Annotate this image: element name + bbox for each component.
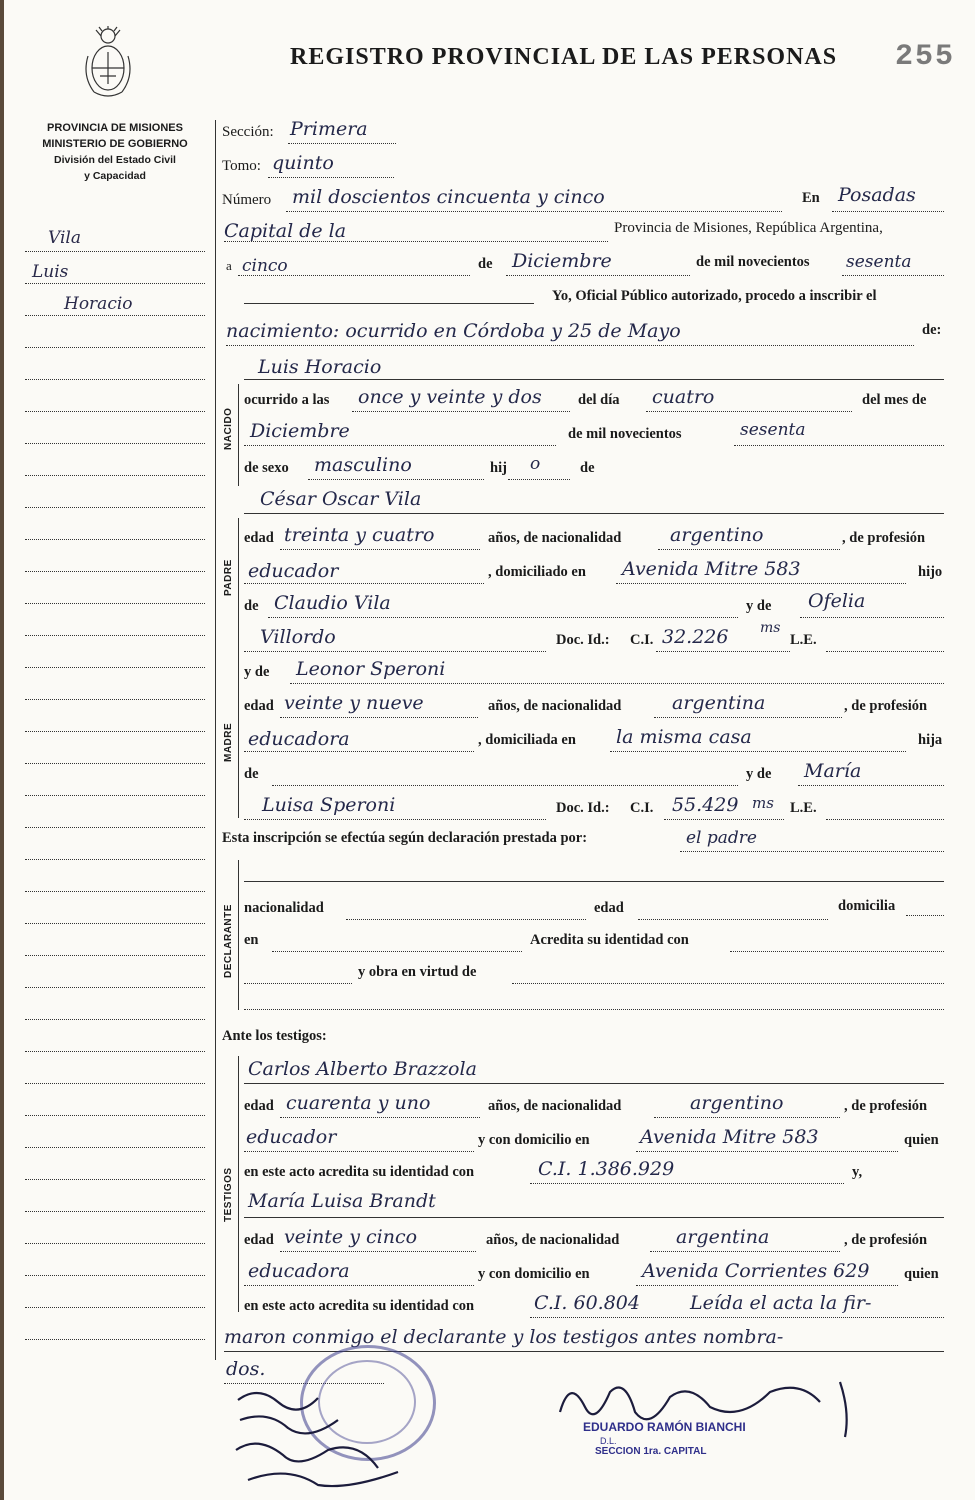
madre-nombre-line [290, 682, 944, 684]
madre-prof-label: , de profesión [844, 698, 928, 714]
del-dia-label: del día [578, 392, 620, 408]
testigo1-dom-line [636, 1150, 898, 1152]
nacido-nombre: Luis Horacio [258, 356, 382, 378]
hij-label: hij [490, 460, 507, 476]
margin-line [25, 410, 205, 412]
de-label-nacido: de [580, 460, 595, 476]
testigo2-dom-label: y con domicilio en [478, 1266, 590, 1282]
madre-dom-line [610, 750, 906, 752]
testigo1-edad-label: edad [244, 1098, 274, 1114]
margin-line [25, 1018, 205, 1020]
margin-line [25, 1242, 205, 1244]
padre-nacionalidad: argentino [670, 524, 764, 546]
padre-bracket [238, 518, 239, 658]
hij-suffix: o [530, 454, 541, 474]
cierre-line-2 [224, 1350, 944, 1352]
testigo2-profesion: educadora [248, 1260, 350, 1282]
tomo-value: quinto [272, 152, 334, 174]
madre-profesion: educadora [248, 728, 350, 750]
declarante-nac-line [346, 918, 586, 920]
declarante-obra-line-2 [244, 1008, 944, 1010]
madre-doc-label: Doc. Id.: [556, 800, 610, 816]
testigo2-doc: C.I. 60.804 [534, 1292, 640, 1314]
numero-label: Número [222, 192, 272, 208]
testigo1-quien: quien [904, 1132, 939, 1148]
mes-line [506, 274, 690, 276]
madre-y-de-label: y de [244, 664, 270, 680]
de-label: de [478, 256, 493, 272]
testigo2-doc-line [530, 1316, 944, 1318]
testigo1-nombre-line [244, 1082, 944, 1084]
declarante-section-label: DECLARANTE [223, 904, 234, 978]
agency-ministry: MINISTERIO DE GOBIERNO [42, 138, 188, 150]
testigo1-dom-label: y con domicilio en [478, 1132, 590, 1148]
madre-bracket [238, 658, 239, 818]
sexo-label: de sexo [244, 460, 289, 476]
testigo2-nacionalidad: argentina [676, 1226, 770, 1248]
declarante-acredita-label: Acredita su identidad con [530, 932, 689, 948]
madre-le-line [826, 818, 944, 820]
margin-line [25, 698, 205, 700]
padre-dom-line [616, 582, 906, 584]
testigo2-nac-label: años, de nacionalidad [486, 1232, 620, 1248]
padre-dom-label: , domiciliado en [488, 564, 586, 580]
numero-line [286, 210, 782, 212]
a-label: a [226, 258, 232, 273]
document-title: REGISTRO PROVINCIAL DE LAS PERSONAS [290, 44, 838, 70]
dia-line [238, 274, 470, 276]
margin-line [25, 1082, 205, 1084]
sexo-line [308, 478, 484, 480]
madre-nacionalidad: argentina [672, 692, 766, 714]
provincia-text: Provincia de Misiones, República Argentina, [614, 220, 883, 236]
testigo2-quien: quien [904, 1266, 939, 1282]
margin-line [25, 986, 205, 988]
agency-capacity: y Capacidad [84, 170, 146, 182]
mes-inscripcion: Diciembre [512, 250, 612, 272]
madre-edad-line [280, 716, 478, 718]
margin-separator [215, 120, 216, 1360]
testigos-bracket [238, 1056, 239, 1312]
declarante-obra-label: y obra en virtud de [358, 964, 477, 980]
madre-doc-extra: ms [752, 794, 774, 812]
cierre-linea-1: Leída el acta la fir- [690, 1292, 872, 1314]
numero-value: mil doscientos cincuenta y cinco [292, 186, 605, 208]
testigo2-edad-line [280, 1250, 476, 1252]
abuela-paterna-2: Villordo [260, 626, 336, 648]
testigo1-nacionalidad: argentino [690, 1092, 784, 1114]
padre-edad: treinta y cuatro [284, 524, 435, 546]
signature-declarante [228, 1380, 428, 1495]
padre-edad-label: edad [244, 530, 274, 546]
hij-line [508, 478, 570, 480]
margin-line [25, 1050, 205, 1052]
madre-nac-label: años, de nacionalidad [488, 698, 622, 714]
mes-nacimiento: Diciembre [250, 420, 350, 442]
margin-line [25, 634, 205, 636]
declarante-nombre-line [244, 880, 944, 882]
testigo1-nombre: Carlos Alberto Brazzola [248, 1058, 477, 1080]
abuela-paterna-2-line [244, 650, 546, 652]
declarante-dom-line [906, 914, 944, 916]
margin-line [25, 346, 205, 348]
margin-line [25, 378, 205, 380]
page-edge [0, 0, 4, 1500]
margin-line [25, 1338, 205, 1340]
lugar-value: Posadas [838, 184, 916, 206]
testigo1-profesion: educador [246, 1126, 337, 1148]
margin-line [25, 826, 205, 828]
declarante-dom-label: domicilia [838, 898, 896, 914]
margin-line [25, 1274, 205, 1276]
madre-prof-line [244, 750, 474, 752]
padre-doc-line [656, 650, 790, 652]
testigo1-prof-label: , de profesión [844, 1098, 928, 1114]
margin-line [25, 762, 205, 764]
cierre-linea-3: dos. [226, 1358, 266, 1380]
oficial-seccion-sello: SECCION 1ra. CAPITAL [595, 1446, 707, 1457]
abuela-paterna-1: Ofelia [808, 590, 866, 612]
padre-le: L.E. [790, 632, 817, 648]
abuela-materna-1: María [804, 760, 862, 782]
anio-inscripcion: sesenta [846, 252, 912, 272]
tomo-label: Tomo: [222, 158, 261, 174]
oficial-nombre-sello: EDUARDO RAMÓN BIANCHI [583, 1420, 746, 1434]
madre-y-de2-label: y de [746, 766, 772, 782]
margin-line [25, 858, 205, 860]
testigo2-prof-line [244, 1284, 474, 1286]
cierre-linea-2: maron conmigo el declarante y los testigos antes nombra- [224, 1326, 784, 1348]
padre-doc-ci: C.I. [630, 632, 654, 648]
declarante-nac-label: nacionalidad [244, 900, 324, 916]
agency-province: PROVINCIA DE MISIONES [47, 122, 183, 134]
seccion-label: Sección: [222, 124, 274, 140]
declarante-por-line [680, 850, 944, 852]
testigo1-edad-line [280, 1116, 480, 1118]
margin-given-name-1: Luis [32, 262, 69, 282]
madre-edad-label: edad [244, 698, 274, 714]
margin-line [25, 1146, 205, 1148]
margin-line [25, 442, 205, 444]
testigo1-y: y, [852, 1164, 863, 1180]
page-number: 255 [895, 40, 956, 74]
madre-le: L.E. [790, 800, 817, 816]
padre-nombre-line [244, 512, 944, 514]
dia-nac-line [646, 410, 852, 412]
madre-nombre: Leonor Speroni [296, 658, 446, 680]
argentine-coat-of-arms-icon [78, 26, 138, 102]
margin-line [25, 666, 205, 668]
margin-line [25, 1114, 205, 1116]
declarante-edad-label: edad [594, 900, 624, 916]
madre-nac-line [654, 716, 842, 718]
abuelo-materno-line [272, 784, 738, 786]
padre-profesion: educador [248, 560, 339, 582]
testigo2-edad-label: edad [244, 1232, 274, 1248]
padre-hijo-label: hijo [918, 564, 943, 580]
margin-line [25, 1210, 205, 1212]
mes-nac-line [244, 444, 556, 446]
nacido-nombre-line [244, 378, 944, 380]
margin-surname: Vila [48, 228, 81, 248]
margin-line [25, 890, 205, 892]
margin-line [25, 250, 205, 252]
margin-line [25, 506, 205, 508]
testigo1-prof-line [244, 1150, 474, 1152]
madre-domicilio: la misma casa [616, 726, 752, 748]
ocurrido-label: ocurrido a las [244, 392, 330, 408]
padre-section-label: PADRE [223, 559, 234, 596]
padre-doc-numero: 32.226 [662, 626, 729, 648]
madre-edad: veinte y nueve [284, 692, 424, 714]
nacido-bracket [238, 384, 239, 486]
padre-le-line [826, 650, 944, 652]
padre-prof-line [244, 582, 484, 584]
testigos-intro: Ante los testigos: [222, 1028, 327, 1044]
tomo-line [268, 176, 394, 178]
struck-line [244, 302, 534, 304]
testigo1-edad: cuarenta y uno [286, 1092, 431, 1114]
padre-y-de-label: y de [746, 598, 772, 614]
abuelo-paterno-line [268, 616, 738, 618]
padre-doc-extra: ms [760, 620, 781, 636]
margin-given-name-2: Horacio [64, 294, 133, 314]
anio-line [842, 274, 944, 276]
madre-section-label: MADRE [223, 722, 234, 762]
margin-line [25, 570, 205, 572]
issuing-agency [20, 120, 210, 184]
anio-nac-label: de mil novecientos [568, 426, 682, 442]
dia-nacimiento: cuatro [652, 386, 715, 408]
declarante-intro: Esta inscripción se efectúa según declaración prestada por: [222, 830, 588, 846]
testigo1-doc-line [530, 1182, 844, 1184]
tipo-inscripcion: nacimiento: ocurrido en Córdoba y 25 de Mayo [226, 320, 681, 342]
abuela-materna-line [798, 784, 944, 786]
tipo-line [226, 344, 914, 346]
lugar-continuation: Capital de la [224, 220, 347, 242]
margin-line [25, 282, 205, 284]
margin-line [25, 314, 205, 316]
margin-line [25, 922, 205, 924]
testigo2-acredita-label: en este acto acredita su identidad con [244, 1298, 475, 1314]
margin-line [25, 1178, 205, 1180]
padre-domicilio: Avenida Mitre 583 [622, 558, 801, 580]
madre-doc-ci: C.I. [630, 800, 654, 816]
abuela-paterna-line [800, 616, 944, 618]
declarante-doc-line [244, 982, 352, 984]
oficial-cargo-sello: D.L. [600, 1436, 617, 1446]
margin-line [25, 602, 205, 604]
testigo1-acredita-label: en este acto acredita su identidad con [244, 1164, 475, 1180]
padre-edad-line [280, 548, 480, 550]
seccion-line [288, 142, 396, 144]
del-mes-label: del mes de [862, 392, 927, 408]
de-colon: de: [922, 322, 942, 338]
agency-division: División del Estado Civil [54, 154, 176, 166]
hora-line [352, 410, 570, 412]
margin-line [25, 730, 205, 732]
madre-dom-label: , domiciliada en [478, 732, 576, 748]
madre-hija-label: hija [918, 732, 943, 748]
testigo1-domicilio: Avenida Mitre 583 [640, 1126, 819, 1148]
padre-nombre: César Oscar Vila [260, 488, 422, 510]
padre-de-label: de [244, 598, 259, 614]
oficial-text: Yo, Oficial Público autorizado, procedo a inscribir el [552, 288, 877, 304]
dia-inscripcion: cinco [242, 256, 288, 276]
madre-doc-line [664, 818, 784, 820]
madre-doc-numero: 55.429 [672, 794, 739, 816]
margin-line [25, 794, 205, 796]
sexo-value: masculino [314, 454, 412, 476]
padre-prof-label: , de profesión [842, 530, 926, 546]
hora-nacimiento: once y veinte y dos [358, 386, 542, 408]
testigo2-domicilio: Avenida Corrientes 629 [642, 1260, 870, 1282]
declarante-edad-line [638, 918, 828, 920]
padre-nac-line [658, 548, 840, 550]
lugar2-line [224, 240, 608, 242]
abuela-materna-2: Luisa Speroni [262, 794, 396, 816]
testigo2-nombre: María Luisa Brandt [248, 1190, 436, 1212]
testigo2-nac-line [650, 1250, 840, 1252]
testigo2-edad: veinte y cinco [284, 1226, 418, 1248]
testigo2-dom-line [636, 1284, 898, 1286]
margin-line [25, 538, 205, 540]
testigo1-nac-line [654, 1116, 840, 1118]
declarante-en-line [272, 950, 522, 952]
testigo2-prof-label: , de profesión [844, 1232, 928, 1248]
lugar-line [832, 210, 944, 212]
declarante-bracket [238, 860, 239, 1010]
declarante-obra-line [512, 982, 944, 984]
declarante-por: el padre [686, 828, 757, 848]
testigo2-nombre-line [244, 1216, 944, 1218]
declarante-en-label: en [244, 932, 259, 948]
margin-line [25, 474, 205, 476]
declarante-acredita-line [730, 950, 944, 952]
madre-de-label: de [244, 766, 259, 782]
testigo1-doc: C.I. 1.386.929 [538, 1158, 675, 1180]
nacido-section-label: NACIDO [223, 407, 234, 450]
abuela-materna-2-line [244, 818, 546, 820]
testigo1-nac-label: años, de nacionalidad [488, 1098, 622, 1114]
anio-nacimiento: sesenta [740, 420, 806, 440]
padre-doc-label: Doc. Id.: [556, 632, 610, 648]
anio-nac-line [734, 444, 944, 446]
en-label: En [802, 190, 820, 206]
margin-line [25, 954, 205, 956]
seccion-value: Primera [290, 118, 368, 140]
abuelo-paterno: Claudio Vila [274, 592, 391, 614]
padre-nac-label: años, de nacionalidad [488, 530, 622, 546]
anio-label: de mil novecientos [696, 254, 810, 270]
testigos-section-label: TESTIGOS [223, 1167, 234, 1222]
margin-line [25, 1306, 205, 1308]
